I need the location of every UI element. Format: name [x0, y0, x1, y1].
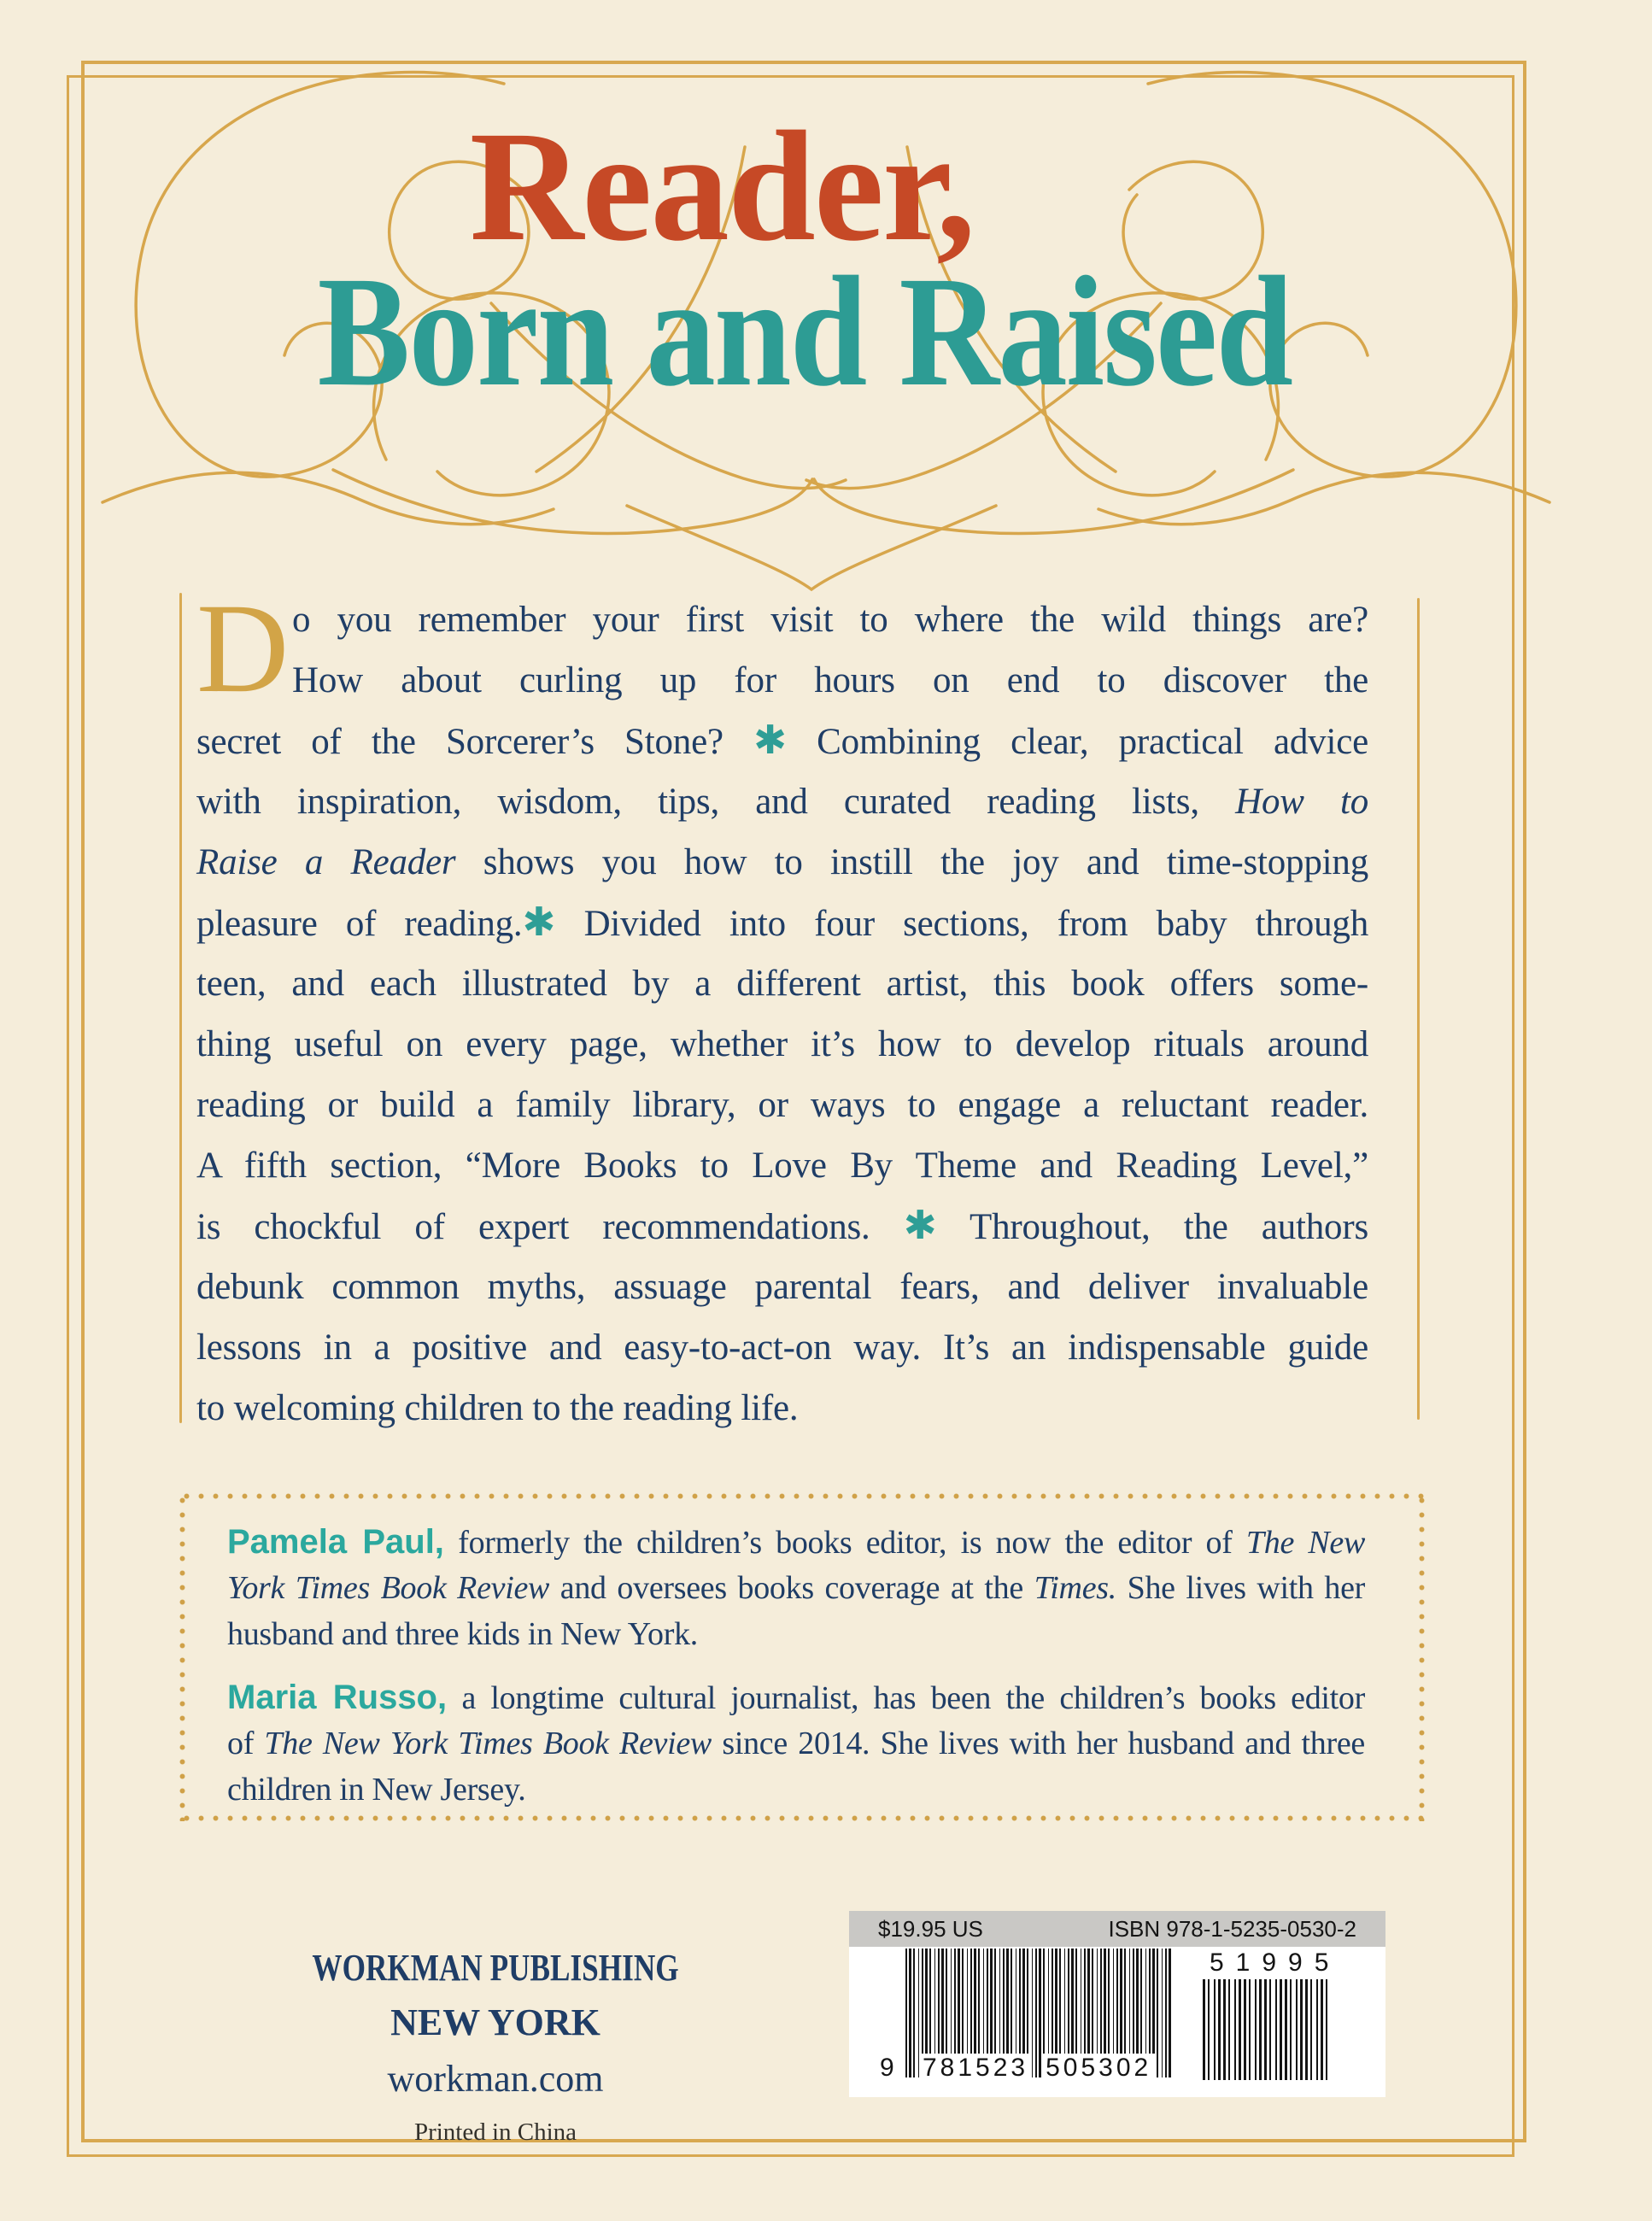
body-text-line — [196, 893, 1368, 953]
text-run: debunk common myths, assuage parental fears, and deliver invaluable — [196, 1267, 1368, 1307]
author-bio — [227, 1674, 1365, 1813]
text-run: secret of the Sorcerer’s Stone? — [196, 722, 754, 762]
title-line-1: Reader, — [469, 99, 975, 274]
publisher-name: WORKMAN PUBLISHING — [312, 1947, 679, 1989]
author-bio-box — [179, 1493, 1425, 1821]
italic-text: The New York Times Book Review — [264, 1726, 712, 1761]
printed-in-note: Printed in China — [413, 2118, 577, 2146]
italic-text: Raise a Reader — [196, 842, 456, 882]
text-run: She lives with her — [1116, 1570, 1366, 1606]
ean-lead-digit: 9 — [880, 2054, 894, 2082]
body-text-lines — [196, 589, 1368, 1439]
asterisk-separator: ✱ — [522, 901, 556, 945]
supplement-barcode — [1203, 1949, 1341, 2080]
body-text-line — [196, 1135, 1368, 1196]
title-line-2: Born and Raised — [317, 244, 1292, 419]
text-run: is chockful of expert recommendations. — [196, 1207, 904, 1247]
text-run: children in New Jersey. — [227, 1772, 526, 1808]
author-bios — [227, 1519, 1365, 1813]
text-run: of — [227, 1726, 265, 1761]
italic-text: York Times Book Review — [227, 1570, 550, 1606]
text-run: with inspiration, wisdom, tips, and curated reading lists, — [196, 782, 1236, 822]
body-text-line — [292, 650, 1368, 711]
text-run: a longtime cultural journalist, has been the children’s books editor — [447, 1680, 1365, 1716]
text-run: since 2014. She lives with her husband and three — [711, 1726, 1365, 1761]
italic-text: Times. — [1034, 1570, 1116, 1606]
text-run: and oversees books coverage at the — [549, 1570, 1034, 1606]
supplement-digits: 51995 — [1210, 1949, 1341, 1977]
text-run: formerly the children’s books editor, is now the editor of — [443, 1525, 1246, 1561]
bio-text-line — [227, 1767, 1365, 1813]
text-run: Divided into four sections, from baby through — [555, 904, 1368, 944]
paragraph-left-rule — [179, 593, 182, 1423]
author-name: Pamela Paul, — [227, 1523, 444, 1561]
body-text-line — [196, 832, 1368, 893]
text-run: Combining clear, practical advice — [786, 722, 1368, 762]
italic-text: The New — [1245, 1525, 1365, 1561]
text-run: husband and three kids in New York. — [227, 1616, 699, 1652]
text-run: pleasure of reading. — [196, 904, 523, 944]
text-run: Throughout, the authors — [936, 1207, 1368, 1247]
publisher-website: workman.com — [387, 2058, 604, 2100]
body-text-line — [292, 589, 1368, 650]
supplement-barcode-bars — [1203, 1979, 1327, 2080]
body-text-line — [196, 1378, 1368, 1439]
text-run: shows you how to instill the joy and time-stopping — [455, 842, 1368, 882]
body-text-line — [196, 1196, 1368, 1257]
barcode-panel — [849, 1911, 1385, 2097]
author-name: Maria Russo, — [227, 1679, 448, 1716]
isbn-label: ISBN 978-1-5235-0530-2 — [1108, 1915, 1356, 1942]
text-run: reading or build a family library, or ways to engage a reluctant reader. — [196, 1085, 1368, 1125]
bio-text-line — [227, 1519, 1365, 1565]
body-text-line — [196, 1317, 1368, 1378]
bio-text-line — [227, 1720, 1365, 1767]
text-run: teen, and each illustrated by a different artist, this book offers some- — [196, 964, 1368, 1004]
body-text-line — [196, 953, 1368, 1014]
bio-text-line — [227, 1611, 1365, 1657]
asterisk-separator: ✱ — [753, 719, 787, 763]
italic-text: How to — [1235, 782, 1369, 822]
publisher-block — [179, 1949, 811, 2145]
body-text-line — [196, 1014, 1368, 1075]
drop-cap: D — [196, 577, 290, 719]
text-run: o you remember your first visit to where the wild things are? — [292, 600, 1368, 640]
asterisk-separator: ✱ — [903, 1204, 937, 1248]
bio-text-line — [227, 1674, 1365, 1720]
body-text-line — [196, 711, 1368, 771]
text-run: A fifth section, “More Books to Love By Theme and Reading Level,” — [196, 1146, 1368, 1186]
text-run: How about curling up for hours on end to discover the — [292, 660, 1368, 700]
price-isbn-band — [849, 1911, 1385, 1947]
price-label: $19.95 US — [878, 1915, 983, 1942]
text-run: to welcoming children to the reading life. — [196, 1388, 799, 1428]
back-cover-copy — [196, 577, 1369, 1439]
body-text-line — [196, 1075, 1368, 1135]
author-bio — [227, 1519, 1365, 1657]
bio-text-line — [227, 1565, 1365, 1611]
paragraph-right-rule — [1417, 598, 1420, 1420]
publisher-city: NEW YORK — [390, 2001, 600, 2043]
text-run: lessons in a positive and easy-to-act-on way. It’s an indispensable guide — [196, 1327, 1368, 1368]
text-run: thing useful on every page, whether it’s how to develop rituals around — [196, 1024, 1368, 1064]
body-text-line — [196, 771, 1368, 832]
ean-digit-group-1: 781523 — [919, 2054, 1032, 2083]
ean-digit-group-2: 505302 — [1042, 2054, 1155, 2083]
body-text-line — [196, 1257, 1368, 1317]
ean-digits-row — [880, 2053, 1187, 2083]
